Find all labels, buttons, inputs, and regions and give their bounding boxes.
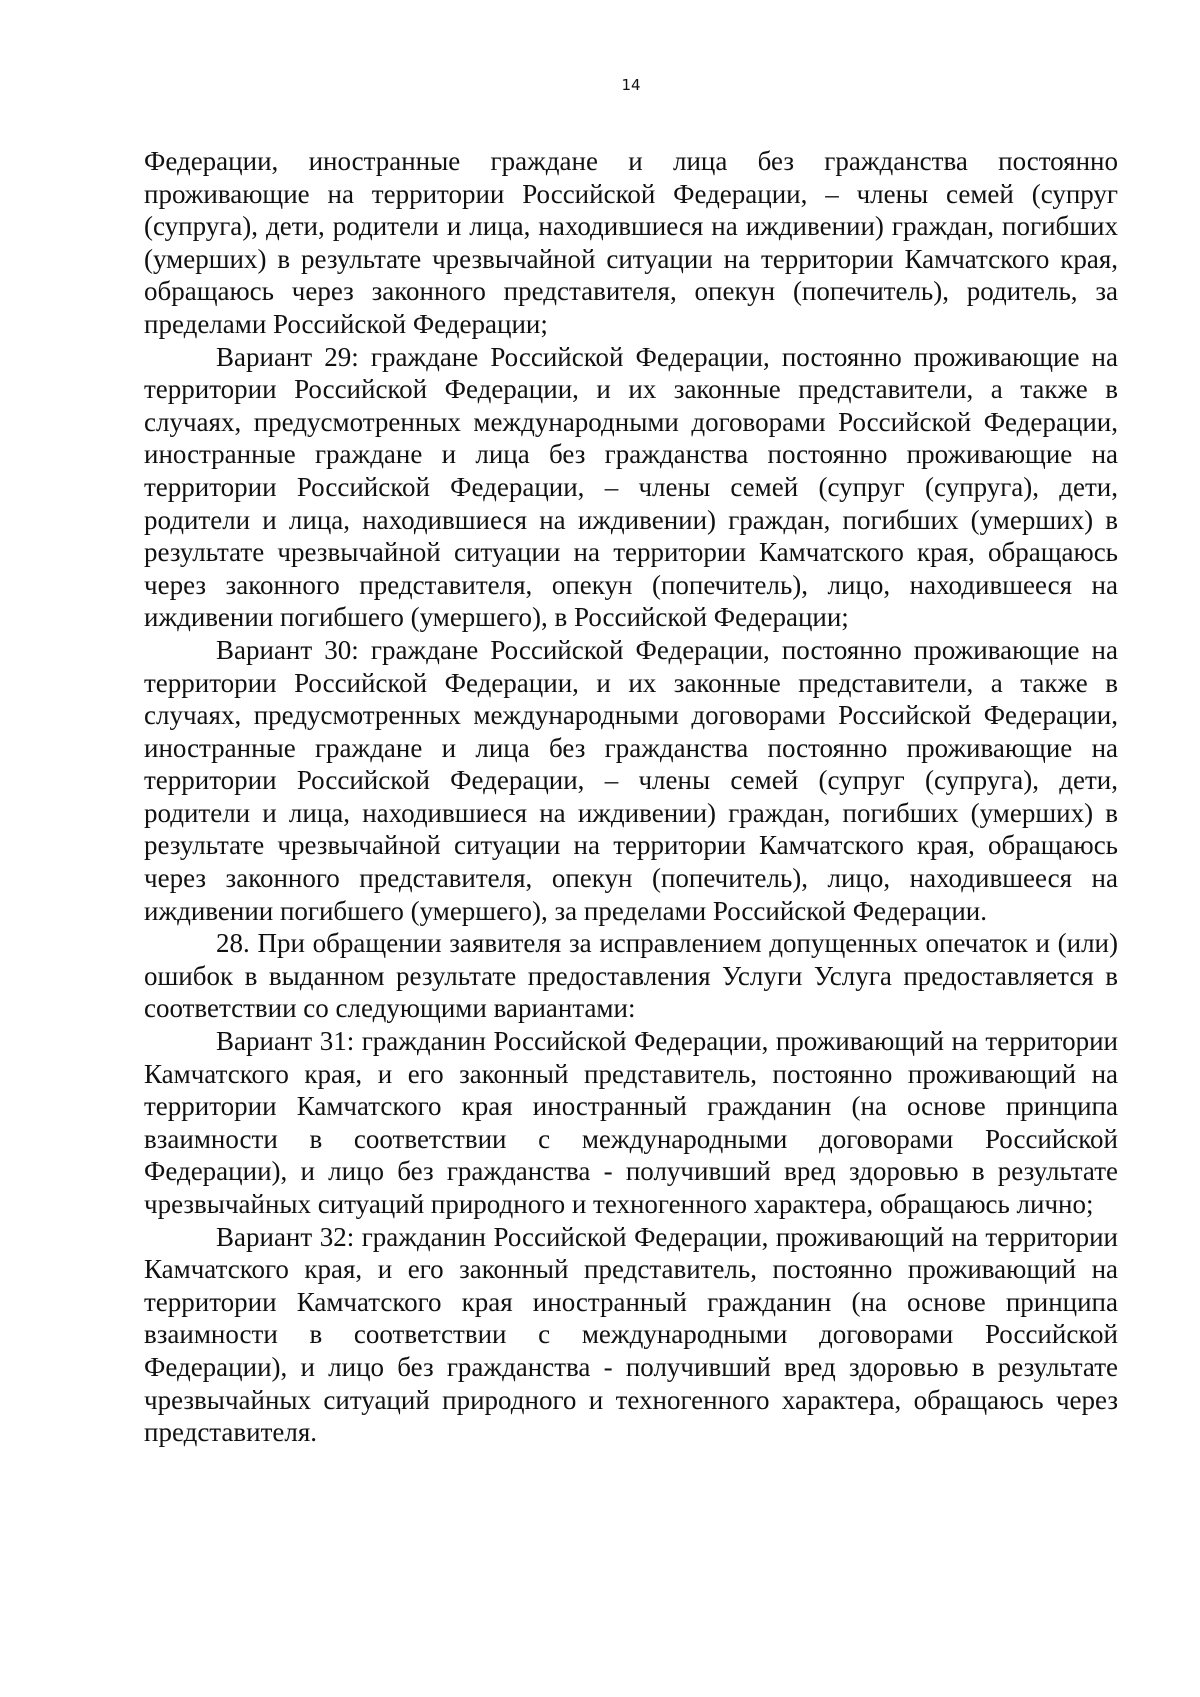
paragraph-variant-29: Вариант 29: граждане Российской Федерации, постоянно проживающие на территории Российской Федерации, и их законные представители, а также в случаях, предусмотренных международными договорами Российской Федерации, иностранные граждане и лица без гражданства постоянно проживающие на территории Российской Федерации, – члены семей (супруг (супруга), дети, родители и лица, находившиеся на иждивении) граждан, погибших (умерших) в результате чрезвычайной ситуации на территории Камчатского края, обращаюсь через законного представителя, опекун (попечитель), лицо, находившееся на иждивении погибшего (умершего), в Российской Федерации; — [144, 341, 1118, 633]
page-number: 14 — [621, 76, 641, 94]
paragraph-variant-32: Вариант 32: гражданин Российской Федерации, проживающий на территории Камчатского края, и его законный представитель, постоянно проживающий на территории Камчатского края иностранный гражданин (на основе принципа взаимности в соответствии с международными договорами Российской Федерации), и лицо без гражданства - получивший вред здоровью в результате чрезвычайных ситуаций природного и техногенного характера, обращаюсь через представителя. — [144, 1221, 1118, 1448]
document-body — [144, 145, 1118, 1449]
paragraph-continuation: Федерации, иностранные граждане и лица без гражданства постоянно проживающие на территории Российской Федерации, – члены семей (супруг (супруга), дети, родители и лица, находившиеся на иждивении) граждан, погибших (умерших) в результате чрезвычайной ситуации на территории Камчатского края, обращаюсь через законного представителя, опекун (попечитель), родитель, за пределами Российской Федерации; — [144, 146, 1118, 339]
paragraph-variant-31: Вариант 31: гражданин Российской Федерации, проживающий на территории Камчатского края, и его законный представитель, постоянно проживающий на территории Камчатского края иностранный гражданин (на основе принципа взаимности в соответствии с международными договорами Российской Федерации), и лицо без гражданства - получивший вред здоровью в результате чрезвычайных ситуаций природного и техногенного характера, обращаюсь лично; — [144, 1026, 1118, 1219]
paragraph-variant-30: Вариант 30: граждане Российской Федерации, постоянно проживающие на территории Российской Федерации, и их законные представители, а также в случаях, предусмотренных международными договорами Российской Федерации, иностранные граждане и лица без гражданства постоянно проживающие на территории Российской Федерации, – члены семей (супруг (супруга), дети, родители и лица, находившиеся на иждивении) граждан, погибших (умерших) в результате чрезвычайной ситуации на территории Камчатского края, обращаюсь через законного представителя, опекун (попечитель), лицо, находившееся на иждивении погибшего (умершего), за пределами Российской Федерации. — [144, 634, 1118, 926]
paragraph-item-28: 28. При обращении заявителя за исправлением допущенных опечаток и (или) ошибок в выданном результате предоставления Услуги Услуга предоставляется в соответствии со следующими вариантами: — [144, 928, 1118, 1024]
